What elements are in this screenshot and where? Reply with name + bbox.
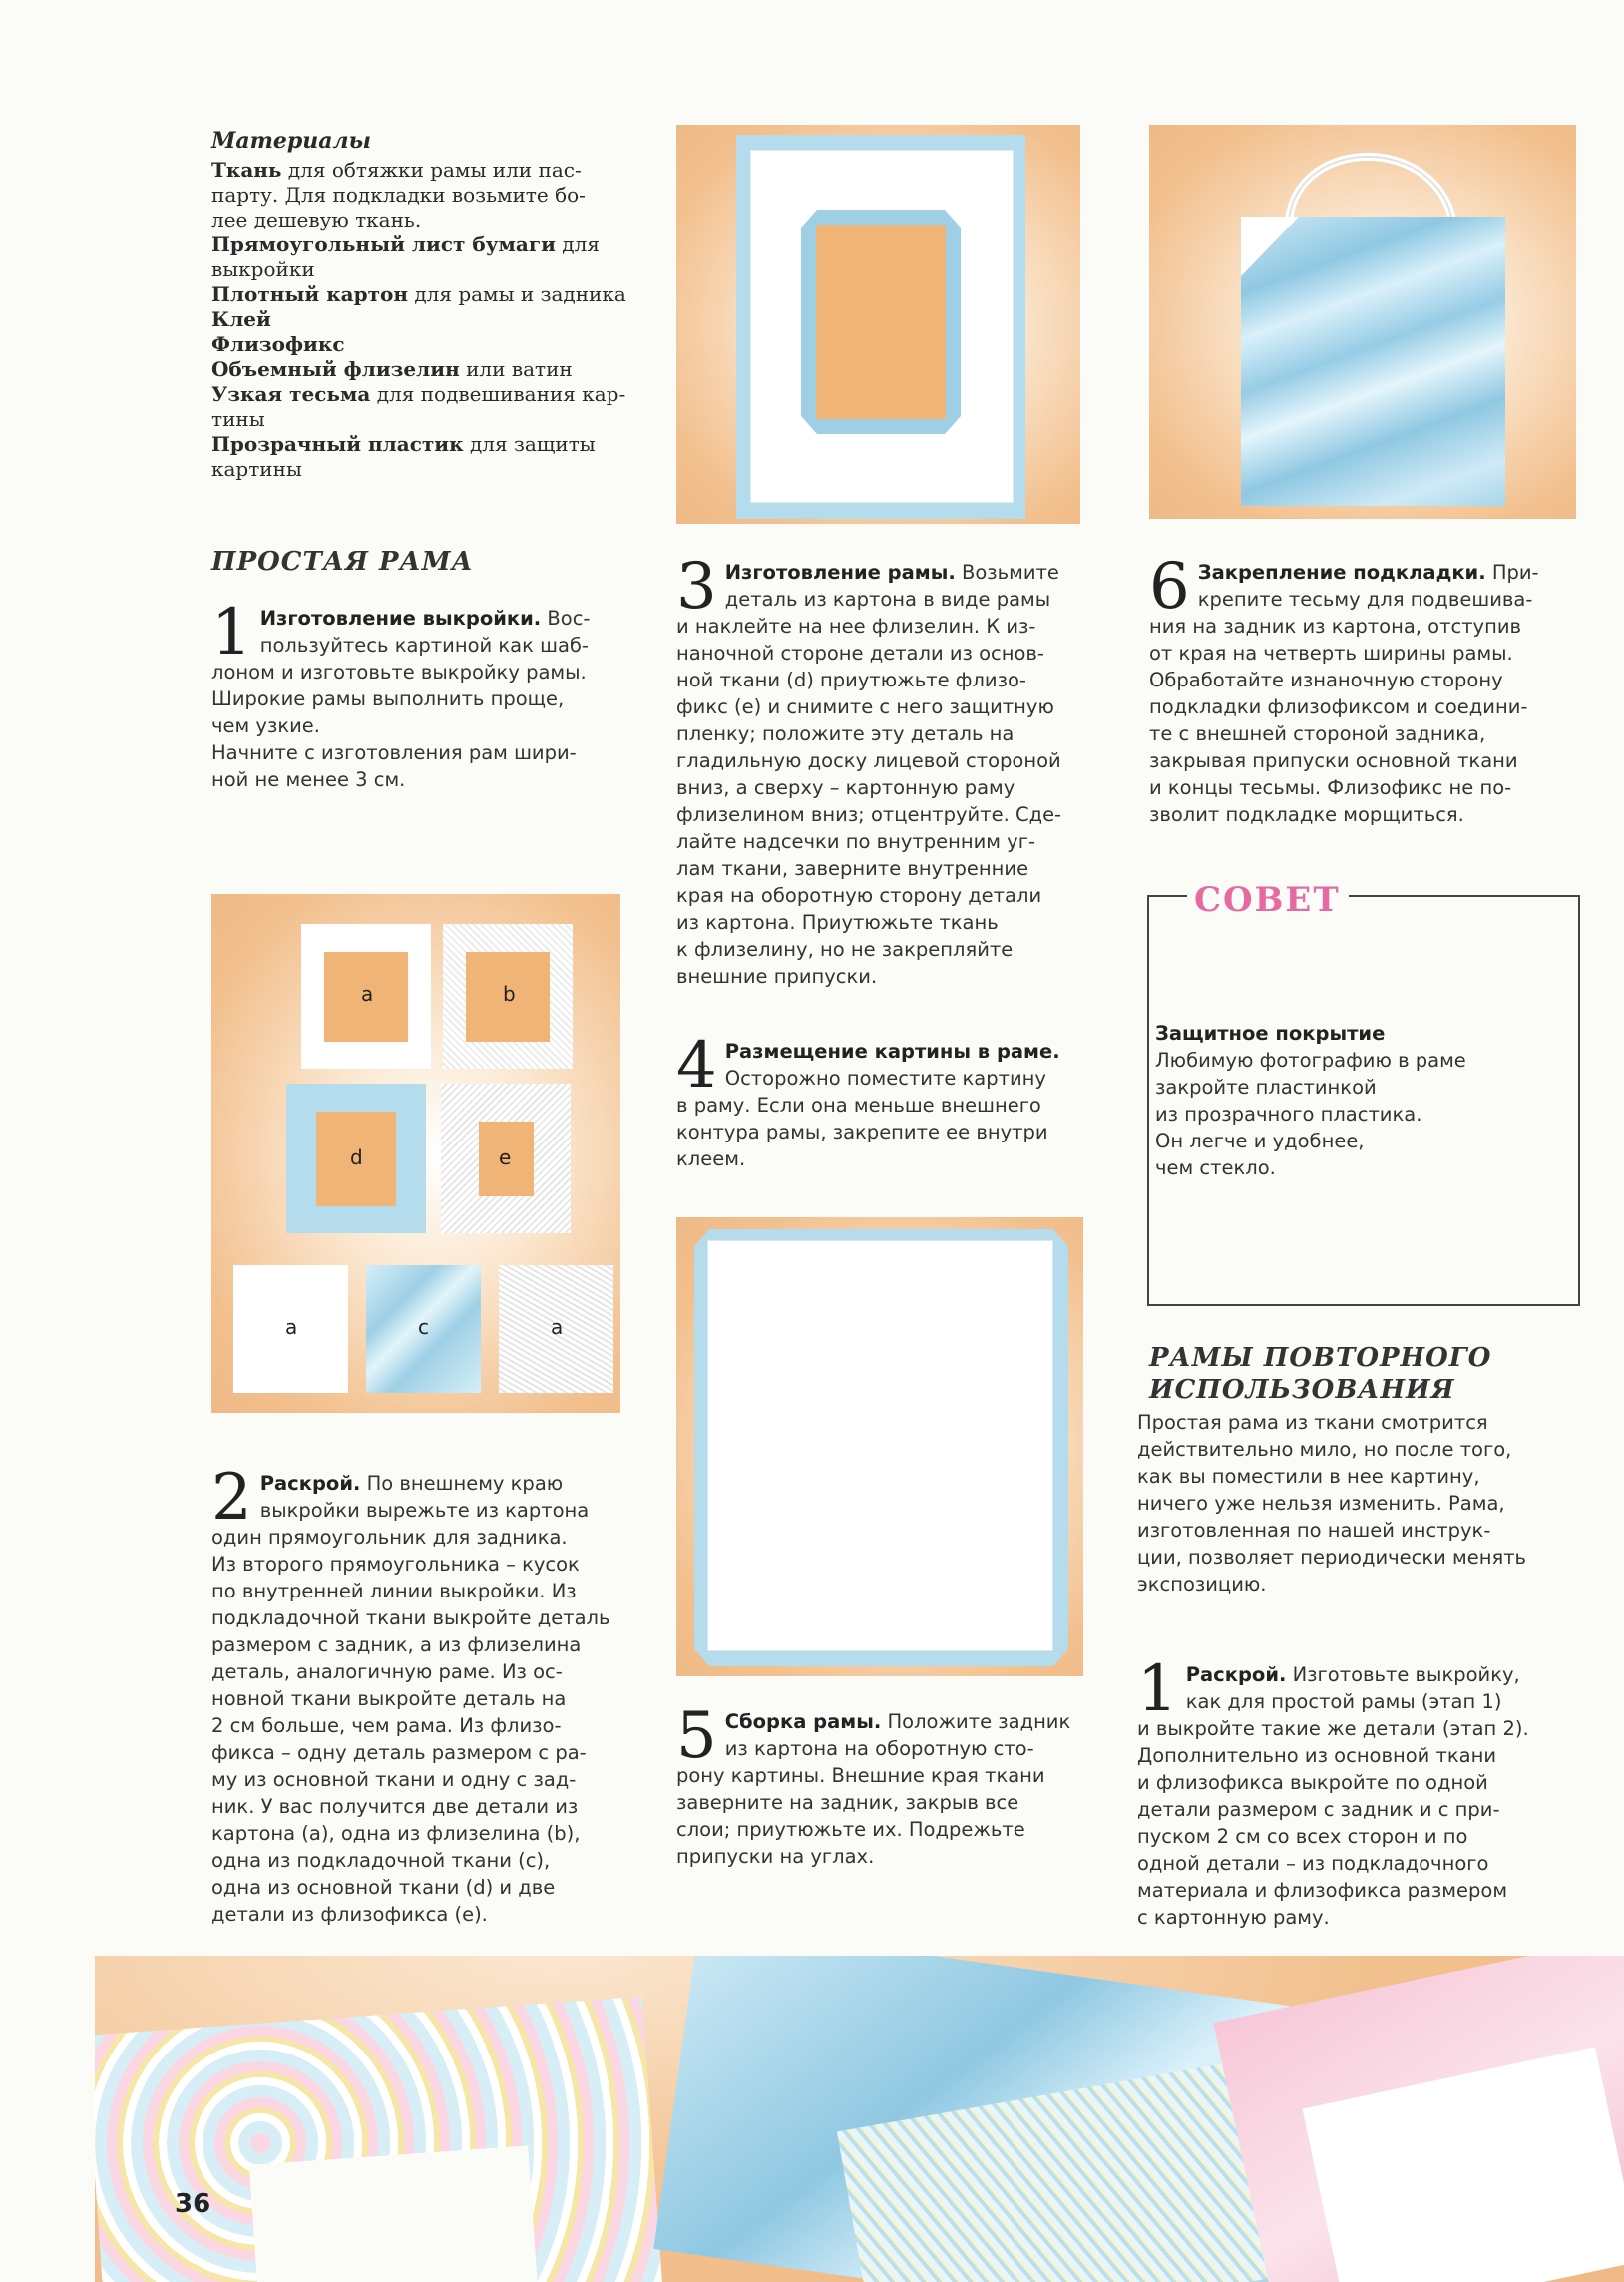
piece-a-back [233, 1265, 348, 1393]
label-b: b [503, 982, 516, 1006]
material-note: тины [211, 407, 265, 431]
text-line: зволит подкладке морщиться. [1149, 803, 1464, 826]
text-line: лам ткани, заверните внутренние [676, 857, 1029, 880]
step-text [211, 1461, 610, 1926]
step-text [1137, 1652, 1529, 1929]
step-heading: Изготовление рамы. [724, 561, 956, 584]
material-item [211, 208, 650, 232]
text-line: заверните на задник, закрыв все [676, 1791, 1019, 1814]
text-line: ния на задник из картона, отступив [1149, 615, 1522, 638]
step-2-cutting [211, 1461, 615, 1928]
piece-b-fleece [443, 924, 573, 1069]
text-line: от края на четверть ширины рамы. [1149, 642, 1513, 665]
text-line: как вы поместили в нее картину, [1137, 1465, 1480, 1488]
text-line: материала и флизофикса размером [1137, 1879, 1508, 1902]
step-number: 5 [676, 1699, 717, 1773]
text-line: новной ткани выкройте деталь на [211, 1687, 567, 1710]
text-line: и выкройте такие же детали (этап 2). [1137, 1717, 1529, 1740]
piece-e-fusible [441, 1084, 571, 1233]
text-line: в раму. Если она меньше внешнего [676, 1094, 1041, 1117]
material-item [211, 282, 650, 307]
material-note: для обтяжки рамы или пас- [281, 158, 582, 182]
text-line: Он легче и удобнее, [1155, 1130, 1365, 1152]
text-line: детали из флизофикса (е). [211, 1903, 488, 1926]
text-line: экспозицию. [1137, 1573, 1267, 1596]
text-line: с картонную раму. [1137, 1906, 1330, 1929]
material-name: Прозрачный пластик [211, 432, 464, 456]
material-note: для защиты [463, 432, 596, 456]
text-line: чем стекло. [1155, 1156, 1276, 1179]
step-heading: Размещение картины в раме. [724, 1040, 1060, 1063]
material-name: Плотный картон [211, 282, 408, 306]
text-line: ной не менее 3 см. [211, 768, 406, 791]
title-line-1: РАМЫ ПОВТОРНОГО [1149, 1343, 1492, 1373]
text-line: ничего уже нельзя изменить. Рама, [1137, 1492, 1505, 1515]
step-number: 2 [211, 1461, 252, 1535]
text-line: рону картины. Внешние края ткани [676, 1764, 1045, 1787]
text-line: подкладки флизофиксом и соедини- [1149, 695, 1528, 718]
text-line: изготовленная по нашей инструк- [1137, 1519, 1491, 1542]
step-heading: Закрепление подкладки. [1197, 561, 1486, 584]
step-heading: Раскрой. [1185, 1663, 1287, 1686]
text-line: Вос- [541, 607, 591, 630]
text-line: фикс (е) и снимите с него защитную [676, 695, 1054, 718]
step-heading: Сборка рамы. [724, 1710, 882, 1733]
materials-list [211, 158, 650, 482]
text-line: припуски на углах. [676, 1845, 875, 1868]
label-a-fusible: a [551, 1315, 564, 1339]
text-line: клеем. [676, 1147, 746, 1170]
material-name: Клей [211, 307, 271, 331]
label-c: c [418, 1315, 429, 1339]
material-note: или ватин [459, 357, 573, 381]
material-note: для рамы и задника [407, 282, 626, 306]
piece-a-frame [301, 924, 431, 1069]
text-line: подкладочной ткани выкройте деталь [211, 1606, 610, 1629]
text-line: Широкие рамы выполнить проще, [211, 687, 565, 710]
piece-a-fusible [499, 1265, 613, 1393]
text-line: по внутренней линии выкройки. Из [211, 1580, 577, 1602]
step-1-make-pattern [211, 596, 620, 793]
text-line: чем узкие. [211, 714, 320, 737]
text-line: Возьмите [955, 561, 1059, 584]
text-line: одной детали – из подкладочного [1137, 1852, 1489, 1875]
text-line: как для простой рамы (этап 1) [1185, 1690, 1502, 1713]
illustration-lining [1149, 125, 1576, 519]
step-number: 6 [1149, 550, 1190, 624]
text-line: По внешнему краю [360, 1472, 564, 1495]
piece-d-main-fabric [286, 1084, 426, 1233]
material-name: Объемный флизелин [211, 357, 460, 381]
text-line: пуском 2 см со всех сторон и по [1137, 1825, 1468, 1848]
material-item [211, 332, 650, 357]
material-item [211, 357, 650, 382]
step-3-frame-making [676, 550, 1115, 990]
text-line: выкройки вырежьте из картона [259, 1499, 590, 1522]
tip-text [1155, 1047, 1554, 1181]
text-line: лайте надсечки по внутренним уг- [676, 830, 1036, 853]
text-line: Любимую фотографию в раме [1155, 1049, 1466, 1072]
reusable-step-1-cutting [1137, 1652, 1586, 1931]
section-title-reusable-frames [1149, 1342, 1491, 1406]
step-number: 1 [1137, 1652, 1178, 1726]
text-line: к флизелину, но не закрепляйте [676, 938, 1014, 961]
material-item [211, 158, 650, 183]
label-a: a [361, 982, 374, 1006]
text-line: флизелином вниз; отцентруйте. Сде- [676, 803, 1062, 826]
text-line: пленку; положите эту деталь на [676, 722, 1015, 745]
label-e: e [499, 1145, 512, 1169]
text-line: из картона на оборотную сто- [724, 1737, 1034, 1760]
step-text [1149, 550, 1539, 826]
decorative-frames-photo [95, 1956, 1624, 2282]
text-line: крепите тесьму для подвешива- [1197, 588, 1533, 611]
material-item [211, 407, 650, 432]
text-line: Обработайте изнаночную сторону [1149, 669, 1503, 691]
step-heading: Изготовление выкройки. [259, 607, 542, 630]
text-line: Дополнительно из основной ткани [1137, 1744, 1497, 1767]
text-line: Положите задник [881, 1710, 1071, 1733]
illustration-cut-pieces [211, 894, 620, 1413]
text-line: из картона. Приутюжьте ткань [676, 911, 999, 934]
material-item [211, 382, 650, 407]
page-number: 36 [175, 2189, 211, 2219]
text-line: слои; приутюжьте их. Подрежьте [676, 1818, 1025, 1841]
text-line: ции, позволяет периодически менять [1137, 1546, 1527, 1569]
text-line: контура рамы, закрепите ее внутри [676, 1121, 1048, 1143]
text-line: закрывая припуски основной ткани [1149, 749, 1518, 772]
text-line: одна из подкладочной ткани (c), [211, 1849, 551, 1872]
section-title-simple-frame: ПРОСТАЯ РАМА [211, 547, 474, 577]
material-note: парту. Для подкладки возьмите бо- [211, 183, 586, 207]
text-line: пользуйтесь картиной как шаб- [259, 634, 589, 657]
text-line: ной ткани (d) приутюжьте флизо- [676, 669, 1026, 691]
step-text [676, 1067, 1048, 1170]
text-line: му из основной ткани и одну с зад- [211, 1768, 577, 1791]
step-text [676, 550, 1062, 988]
text-line: закройте пластинкой [1155, 1076, 1377, 1099]
material-name: Прямоугольный лист бумаги [211, 232, 556, 256]
text-line: те с внешней стороной задника, [1149, 722, 1486, 745]
material-name: Ткань [211, 158, 282, 182]
text-line: При- [1485, 561, 1539, 584]
material-note: лее дешевую ткань. [211, 208, 422, 231]
material-note: выкройки [211, 257, 315, 281]
step-number: 4 [676, 1029, 717, 1103]
material-item [211, 307, 650, 332]
piece-c-lining [366, 1265, 481, 1393]
text-line: Осторожно поместите картину [724, 1067, 1046, 1090]
text-line: действительно мило, но после того, [1137, 1438, 1512, 1461]
materials-title: Материалы [211, 128, 372, 154]
text-line: лоном и изготовьте выкройку рамы. [211, 661, 587, 684]
material-note: для [555, 232, 600, 256]
illustration-frame-assembly [676, 1217, 1083, 1676]
material-item [211, 232, 650, 257]
reusable-intro [1137, 1409, 1586, 1597]
step-number: 1 [211, 596, 252, 670]
text-line: края на оборотную сторону детали [676, 884, 1042, 907]
text-line: фикса – одну деталь размером с ра- [211, 1741, 587, 1764]
tip-content [1155, 1020, 1554, 1181]
text-line: гладильную доску лицевой стороной [676, 749, 1061, 772]
text-line: и флизофикса выкройте по одной [1137, 1771, 1488, 1794]
text-line: размером с задник, а из флизелина [211, 1633, 582, 1656]
text-line: и наклейте на нее флизелин. К из- [676, 615, 1036, 638]
text-line: Из второго прямоугольника – кусок [211, 1553, 580, 1576]
label-a-back: a [285, 1315, 298, 1339]
text-line: внешние припуски. [676, 965, 878, 988]
material-item [211, 457, 650, 482]
text-line: картона (а), одна из флизелина (b), [211, 1822, 581, 1845]
step-6-lining [1149, 550, 1578, 828]
text-line: и концы тесьмы. Флизофикс не по- [1149, 776, 1512, 799]
material-note: для подвешивания кар- [370, 382, 626, 406]
step-heading: Раскрой. [259, 1472, 361, 1495]
text-line: из прозрачного пластика. [1155, 1103, 1422, 1126]
material-item [211, 257, 650, 282]
step-text [211, 596, 591, 791]
text-line: деталь из картона в виде рамы [724, 588, 1051, 611]
step-text [676, 1699, 1071, 1868]
text-line: детали размером с задник и с при- [1137, 1798, 1500, 1821]
text-line: Начните с изготовления рам шири- [211, 741, 577, 764]
text-line: наночной стороне детали из основ- [676, 642, 1044, 665]
step-4-placing-picture [676, 1029, 1115, 1172]
material-item [211, 432, 650, 457]
tip-title: СОВЕТ [1194, 880, 1341, 920]
text-line: Простая рама из ткани смотрится [1137, 1411, 1488, 1434]
text-line: 2 см больше, чем рама. Из флизо- [211, 1714, 562, 1737]
material-item [211, 183, 650, 208]
text-line: Изготовьте выкройку, [1286, 1663, 1520, 1686]
text-line: деталь, аналогичную раме. Из ос- [211, 1660, 563, 1683]
text-line: один прямоугольник для задника. [211, 1526, 568, 1549]
label-d: d [350, 1145, 363, 1169]
material-name: Узкая тесьма [211, 382, 371, 406]
illustration-frame-making [676, 125, 1080, 524]
step-5-assembly [676, 1699, 1095, 1870]
text-line: одна из основной ткани (d) и две [211, 1876, 556, 1899]
text-line: ник. У вас получится две детали из [211, 1795, 579, 1818]
material-note: картины [211, 457, 302, 481]
tip-heading: Защитное покрытие [1155, 1022, 1386, 1045]
title-line-2: ИСПОЛЬЗОВАНИЯ [1149, 1375, 1455, 1405]
material-name: Флизофикс [211, 332, 345, 356]
step-number: 3 [676, 550, 717, 624]
text-line: вниз, а сверху – картонную раму [676, 776, 1015, 799]
